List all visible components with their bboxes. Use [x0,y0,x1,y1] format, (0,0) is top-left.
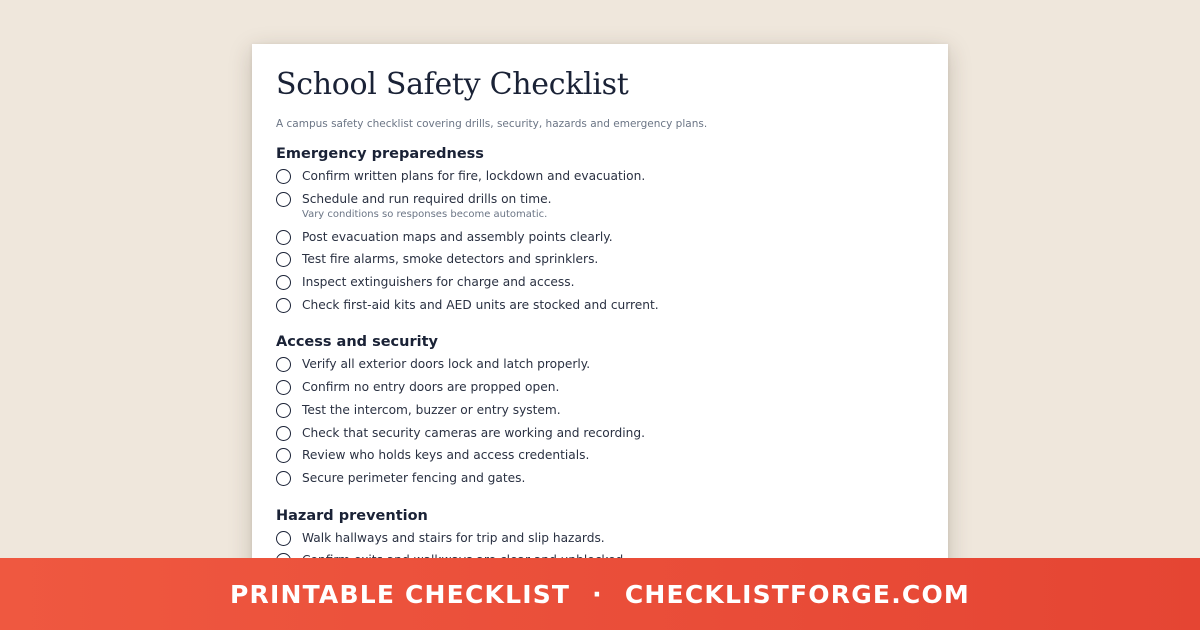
checklist-item-body [302,251,598,268]
checklist-item-label: Verify all exterior doors lock and latch properly. [302,357,591,372]
banner-separator: · [592,579,603,609]
section-title: Access and security [276,334,438,351]
checklist-item-label: Test the intercom, buzzer or entry system. [302,402,561,417]
checklist-item [276,191,924,229]
checkbox-circle[interactable] [276,192,291,207]
footer-banner [0,558,1200,630]
checklist-item [276,356,924,379]
checklist-item-label: Post evacuation maps and assembly points clearly. [302,229,613,244]
checklist-item [276,470,924,493]
checklist-item-body [302,447,589,464]
checklist-item [276,297,924,320]
checklist-item [276,274,924,297]
checklist-item-note: Vary conditions so responses become automatic. [302,208,548,220]
checklist-item-body [302,229,613,246]
checklist-item-label: Walk hallways and stairs for trip and slip hazards. [302,530,605,545]
checklist-section [276,145,924,319]
checklist-item-body [302,168,645,185]
checklist-item [276,402,924,425]
banner-label-left: PRINTABLE CHECKLIST [229,579,571,609]
checklist-item-label: Test fire alarms, smoke detectors and sprinklers. [302,252,599,267]
checkbox-circle[interactable] [276,357,291,372]
page-subtitle: A campus safety checklist covering drills, security, hazards and emergency plans. [276,118,708,130]
checkbox-circle[interactable] [276,380,291,395]
checklist-item-body [302,402,561,419]
checkbox-circle[interactable] [276,471,291,486]
checklist-item-body [302,379,559,396]
checkbox-circle[interactable] [276,448,291,463]
checkbox-circle[interactable] [276,298,291,313]
checklist-item-body [302,470,525,487]
checklist-item [276,379,924,402]
checklist-item [276,425,924,448]
checklist-item-label: Review who holds keys and access credentials. [302,448,590,463]
checklist-item-label: Secure perimeter fencing and gates. [302,470,526,485]
checklist-paper [252,44,948,604]
page-title: School Safety Checklist [276,67,629,102]
checklist-item-body [302,274,574,291]
checklist-item-label: Confirm written plans for fire, lockdown and evacuation. [302,169,646,183]
checklist-section [276,333,924,492]
checkbox-circle[interactable] [276,169,291,184]
checkbox-circle[interactable] [276,230,291,245]
checkbox-circle[interactable] [276,275,291,290]
checklist-item-body [302,297,659,314]
section-title: Hazard prevention [276,507,428,524]
checklist-item-label: Check first-aid kits and AED units are stocked and current. [302,297,659,312]
checkbox-circle[interactable] [276,252,291,267]
checklist-item [276,229,924,252]
section-title: Emergency preparedness [276,146,484,162]
checkbox-circle[interactable] [276,426,291,441]
checklist-item [276,530,924,553]
checklist-item [276,251,924,274]
checklist-item-body [302,530,605,547]
checkbox-circle[interactable] [276,531,291,546]
checklist-item-label: Schedule and run required drills on time. [302,191,552,206]
checklist-item-body [302,356,590,373]
checklist-item-label: Confirm no entry doors are propped open. [302,380,560,395]
banner-site-link[interactable]: CHECKLISTFORGE.COM [624,579,970,609]
checklist-item-label: Check that security cameras are working and recording. [302,425,646,440]
checkbox-circle[interactable] [276,403,291,418]
checklist-item [276,447,924,470]
checklist-item-body [302,425,645,442]
checklist-sections [276,145,924,575]
checklist-item [276,168,924,191]
checklist-item-label: Inspect extinguishers for charge and access. [302,275,575,290]
checklist-item-body [302,191,552,229]
